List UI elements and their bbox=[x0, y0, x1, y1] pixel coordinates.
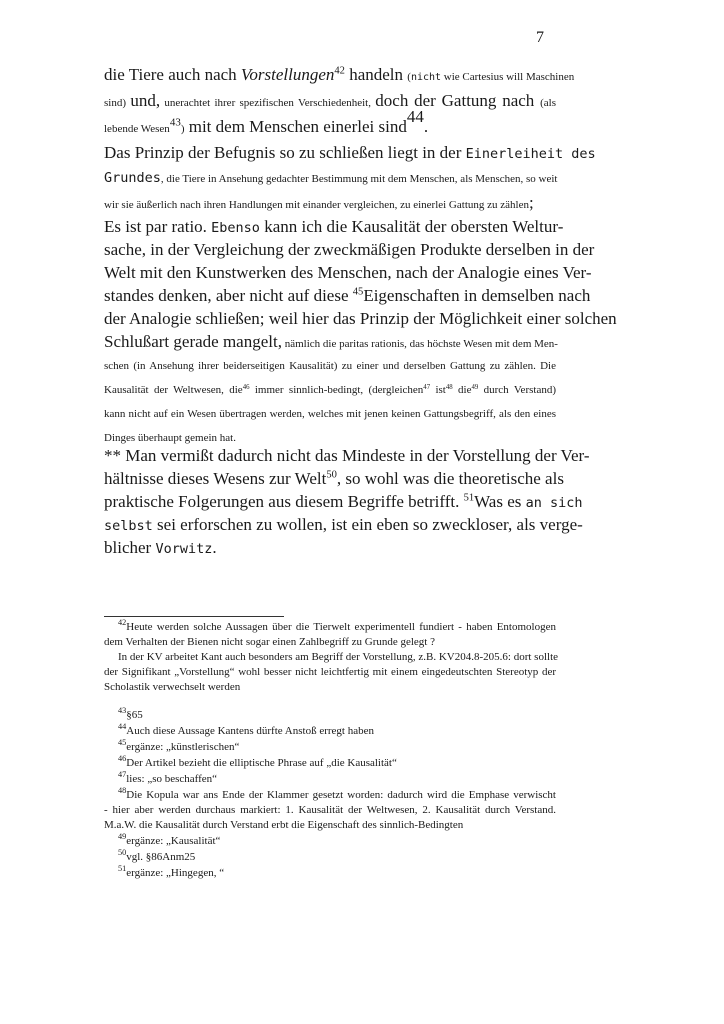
text-span: Schlußart gerade mangelt, bbox=[104, 332, 282, 351]
text-span: Kausalität der Weltwesen, die bbox=[104, 384, 243, 396]
small-text: nämlich die paritas rationis, das höchste Wesen mit dem Men- bbox=[281, 338, 558, 350]
small-text: sind) bbox=[104, 97, 131, 109]
footnote-line: der Signifikant „Vorstellung“ wohl besser nicht leichtfertig mit einem eingedeutschten Stereotyp der bbox=[104, 666, 556, 678]
text-span: durch Verstand) bbox=[478, 384, 556, 396]
text-span: immer sinnlich-bedingt, (dergleichen bbox=[249, 384, 424, 396]
text-line bbox=[104, 467, 564, 490]
text-line bbox=[104, 490, 583, 513]
mono-text: nicht bbox=[410, 72, 442, 83]
paragraph-1 bbox=[104, 62, 575, 140]
text-span: und, bbox=[130, 91, 161, 110]
text-line bbox=[104, 536, 556, 559]
footnote-ref-43[interactable]: 43 bbox=[169, 116, 181, 129]
footnote-number: 51 bbox=[118, 864, 127, 874]
text-span: , so wohl was die theoretische als bbox=[336, 469, 564, 488]
text-line: ** Man vermißt dadurch nicht das Mindeste in der Vorstellung der Ver- bbox=[104, 446, 590, 465]
footnote-text: ergänze: „künstlerischen“ bbox=[126, 741, 240, 753]
footnote-number: 43 bbox=[118, 706, 127, 716]
footnote-gap bbox=[104, 695, 556, 707]
mono-text: Grundes bbox=[104, 170, 161, 186]
text-span: mit dem Menschen einerlei sind bbox=[184, 117, 407, 136]
text-span: doch der Gattung nach bbox=[375, 91, 541, 110]
emphasis-text: Vorstellungen bbox=[240, 65, 335, 84]
mono-text: an sich bbox=[525, 495, 583, 511]
footnote-text: Auch diese Aussage Kantens dürfte Anstoß erregt haben bbox=[126, 725, 374, 737]
text-span: ist bbox=[430, 384, 446, 396]
text-line: sache, in der Vergleichung der zweckmäßigen Produkte derselben in der bbox=[104, 240, 595, 259]
mono-text: selbst bbox=[104, 518, 153, 534]
text-line bbox=[104, 106, 556, 140]
footnote-text: lies: „so beschaffen“ bbox=[126, 773, 218, 785]
footnote-text: Heute werden solche Aussagen über die Tierwelt experimentell fundiert - haben Entomologen bbox=[126, 621, 556, 633]
paragraph-3 bbox=[104, 444, 590, 559]
text-line: schen (in Ansehung ihrer beiderseitigen Kausalität) zu einer und derselben Gattung zu zählen. Die bbox=[104, 360, 556, 372]
text-span: blicher bbox=[104, 538, 156, 557]
small-text: (nicht wie Cartesius will Maschinen bbox=[407, 71, 575, 83]
text-span: Eigenschaften in demselben nach bbox=[363, 286, 591, 305]
footnote-ref-48[interactable]: 48 bbox=[445, 383, 453, 391]
text-line bbox=[104, 190, 556, 215]
text-span: kann ich die Kausalität der obersten Weltur- bbox=[259, 217, 564, 236]
text-span: ; bbox=[528, 193, 534, 212]
footnote-text: ergänze: „Hingegen, “ bbox=[126, 867, 225, 879]
small-text: ) bbox=[180, 123, 185, 135]
text-span: die bbox=[452, 384, 472, 396]
footnote-51 bbox=[104, 865, 556, 881]
footnote-50 bbox=[104, 849, 556, 865]
page-number: 7 bbox=[536, 29, 544, 46]
footnote-number: 42 bbox=[118, 618, 127, 628]
footnote-text: Der Artikel bezieht die elliptische Phrase auf „die Kausalität“ bbox=[126, 757, 397, 769]
footnote-number: 49 bbox=[118, 832, 127, 842]
footnote-line: dem Verhalten der Bienen nicht sogar einen Zahlbegriff zu Grunde gelegt ? bbox=[104, 636, 435, 648]
footnote-number: 50 bbox=[118, 848, 127, 858]
footnote-text: Die Kopula war ans Ende der Klammer gesetzt worden: dadurch wird die Emphase verwischt bbox=[126, 789, 556, 801]
text-span: . bbox=[212, 538, 217, 557]
footnote-line: M.a.W. die Kausalität durch Verstand erbt die Eigenschaft des sinnlich-Bedingten bbox=[104, 819, 464, 831]
footnote-43 bbox=[104, 707, 556, 723]
footnote-text: vgl. §86Anm25 bbox=[126, 851, 196, 863]
footnote-text: §65 bbox=[126, 709, 143, 721]
footnote-ref-49[interactable]: 49 bbox=[471, 383, 479, 391]
small-text: wir sie äußerlich nach ihren Handlungen mit einander vergleichen, zu einerlei Gattung zu zählen bbox=[104, 199, 529, 211]
footnote-ref-44[interactable]: 44 bbox=[406, 106, 424, 126]
footnote-ref-46[interactable]: 46 bbox=[242, 383, 250, 391]
footnote-ref-47[interactable]: 47 bbox=[423, 383, 431, 391]
footnote-line: In der KV arbeitet Kant auch besonders am Begriff der Vorstellung, z.B. KV204.8-205.6: dort sollte bbox=[118, 651, 559, 663]
text-span: die Tiere auch nach bbox=[104, 65, 241, 84]
text-line bbox=[104, 513, 583, 536]
footnote-49 bbox=[104, 833, 556, 849]
footnote-number: 47 bbox=[118, 770, 127, 780]
footnote-divider bbox=[104, 616, 284, 617]
small-text: unerachtet ihrer spezifischen Verschiedenheit, bbox=[160, 97, 376, 109]
footnotes bbox=[104, 618, 559, 881]
paragraph-2 bbox=[104, 140, 617, 450]
text-span: sei erforschen zu wollen, ist ein eben so zweckloser, als verge- bbox=[152, 515, 583, 534]
footnote-48 bbox=[104, 787, 556, 833]
text-line bbox=[104, 62, 575, 88]
text-span: Das Prinzip der Befugnis so zu schließen liegt in der bbox=[104, 143, 466, 162]
text-span: Es ist par ratio. bbox=[104, 217, 212, 236]
mono-text: Vorwitz bbox=[155, 541, 213, 557]
text-line: Welt mit den Kunstwerken des Menschen, nach der Analogie eines Ver- bbox=[104, 263, 592, 282]
text-span: hältnisse dieses Wesens zur Welt bbox=[104, 469, 327, 488]
small-text: wie Cartesius will Maschinen bbox=[441, 71, 575, 83]
footnote-text: ergänze: „Kausalität“ bbox=[126, 835, 221, 847]
text-line: der Analogie schließen; weil hier das Prinzip der Möglichkeit einer solchen bbox=[104, 309, 617, 328]
text-line bbox=[104, 215, 564, 238]
text-span: . bbox=[423, 117, 429, 136]
text-line bbox=[104, 330, 556, 354]
text-line: kann nicht auf ein Wesen übertragen werden, welches mit jenen keinen Gattungsbegriff, als den eines bbox=[104, 408, 556, 420]
footnote-ref-50[interactable]: 50 bbox=[326, 469, 337, 481]
footnote-line bbox=[104, 787, 556, 803]
text-line: Dinges überhaupt gemein hat. bbox=[104, 432, 236, 444]
footnote-line: - hier aber werden durchaus markiert: 1. Kausalität der Weltwesen, 2. Kausalität durch Verstand. bbox=[104, 804, 556, 816]
text-span: Was es bbox=[474, 492, 526, 511]
footnote-number: 48 bbox=[118, 786, 127, 796]
text-span: praktische Folgerungen aus diesem Begriffe betrifft. bbox=[104, 492, 464, 511]
footnote-line: Scholastik verwechselt werden bbox=[104, 681, 241, 693]
mono-text: Ebenso bbox=[211, 220, 260, 236]
footnote-number: 45 bbox=[118, 738, 127, 748]
main-text bbox=[104, 62, 617, 450]
small-text: lebende Wesen bbox=[104, 123, 170, 135]
footnote-42 bbox=[104, 618, 559, 695]
footnote-45 bbox=[104, 739, 556, 755]
footnote-number: 44 bbox=[118, 722, 127, 732]
footnote-line bbox=[104, 620, 556, 635]
text-span: standes denken, aber nicht auf diese bbox=[104, 286, 353, 305]
footnote-ref-42[interactable]: 42 bbox=[334, 65, 345, 77]
text-line bbox=[104, 378, 556, 402]
small-text: , die Tiere in Ansehung gedachter Bestimmung mit dem Menschen, als Menschen, so weit bbox=[160, 173, 558, 185]
footnote-47 bbox=[104, 771, 556, 787]
text-span: handeln bbox=[344, 65, 408, 84]
footnote-ref-51[interactable]: 51 bbox=[463, 492, 475, 504]
text-line bbox=[104, 88, 556, 114]
text-line bbox=[104, 165, 556, 190]
footnote-44 bbox=[104, 723, 556, 739]
footnote-46 bbox=[104, 755, 556, 771]
footnote-ref-45[interactable]: 45 bbox=[352, 286, 364, 298]
small-text: (als bbox=[540, 97, 556, 109]
footnote-number: 46 bbox=[118, 754, 127, 764]
text-line bbox=[104, 140, 596, 165]
mono-text: Einerleiheit des bbox=[465, 146, 596, 162]
text-line bbox=[104, 284, 591, 307]
